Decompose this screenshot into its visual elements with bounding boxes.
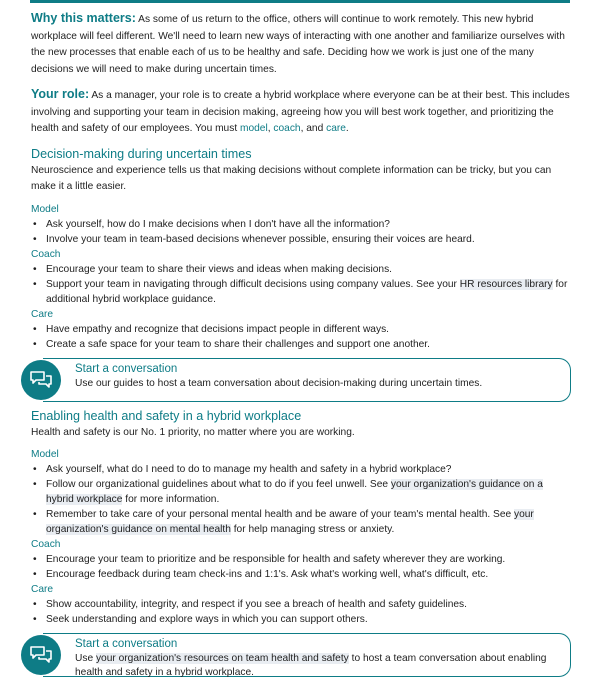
section1-title: Decision-making during uncertain times <box>31 146 252 161</box>
chat-bubbles-icon <box>21 360 61 400</box>
why-paragraph <box>31 10 571 78</box>
role-care: care <box>326 123 346 134</box>
list-item <box>46 477 571 507</box>
section2-care-list <box>31 597 571 627</box>
role-label: Your role: <box>31 87 90 101</box>
list-item: • Create a safe space for your team to share their challenges and support one another. <box>46 337 571 352</box>
section2-model-list <box>31 462 571 537</box>
chat-bubbles-icon <box>21 635 61 675</box>
section1-model-list <box>31 217 571 247</box>
list-item-text: for help managing stress or anxiety. <box>230 524 395 535</box>
section2-intro: Health and safety is our No. 1 priority, no matter where you are working. <box>31 426 355 438</box>
list-item: • Encourage your team to share their views and ideas when making decisions. <box>46 262 571 277</box>
role-paragraph <box>31 86 571 138</box>
list-item: • Encourage feedback during team check-ins and 1:1's. Ask what's working well, what's difficult, etc. <box>46 567 571 582</box>
list-item: • Ask yourself, how do I make decisions when I don't have all the information? <box>46 217 571 232</box>
role-period: . <box>345 123 349 134</box>
callout-body-text: to host a team conversation about enabling health and safety in a hybrid workplace. <box>75 653 547 678</box>
section2-title: Enabling health and safety in a hybrid workplace <box>31 408 302 423</box>
section2-model-label: Model <box>31 449 59 460</box>
list-item: • Encourage your team to prioritize and be responsible for health and safety wherever they are working. <box>46 552 571 567</box>
callout-title: Start a conversation <box>75 362 178 375</box>
section2-care-label: Care <box>31 584 54 595</box>
role-comma: , <box>267 123 274 134</box>
list-item: • Ask yourself, what do I need to do to manage my health and safety in a hybrid workplace? <box>46 462 571 477</box>
callout-body-text: Use <box>75 653 96 664</box>
list-item-text: for additional hybrid workplace guidance. <box>46 278 568 305</box>
list-item-text: Follow our organizational guidelines about what to do if you feel unwell. See <box>46 479 391 490</box>
list-item-text: Support your team in navigating through difficult decisions using company values. See your <box>46 278 460 290</box>
list-item <box>46 507 571 537</box>
callout-title: Start a conversation <box>75 638 178 650</box>
mental-health-link[interactable]: your organization's guidance on mental health <box>46 509 534 535</box>
section2-coach-list <box>31 552 571 582</box>
list-item: • Show accountability, integrity, and respect if you see a breach of health and safety guidelines. <box>46 597 571 612</box>
list-item-text: for more information. <box>122 494 220 505</box>
why-text: As some of us return to the office, others will continue to work remotely. This new hybrid workplace will feel different. We'll need to learn new ways of interacting with one another and familiarize ourselves with the new processes that enable each of us to be healthy and safe. Deciding how we work is just one of the many decisions we will need to make during uncertain times. <box>31 14 565 75</box>
top-rule <box>30 0 570 3</box>
role-and: , and <box>300 123 327 134</box>
list-item: • Seek understanding and explore ways in which you can support others. <box>46 612 571 627</box>
section1-care-list <box>31 322 571 352</box>
role-model: model <box>239 123 268 134</box>
callout-health-safety <box>31 633 571 677</box>
list-item <box>46 277 571 307</box>
health-safety-resources-link[interactable]: your organization's resources on team health and safety <box>95 653 349 664</box>
document-body <box>31 10 571 683</box>
hr-resources-link[interactable]: HR resources library <box>459 278 553 290</box>
callout-body: Use our guides to host a team conversation about decision-making during uncertain times. <box>75 377 483 389</box>
list-item: • Involve your team in team-based decisions whenever possible, ensuring their voices are heard. <box>46 232 571 247</box>
section1-intro: Neuroscience and experience tells us that making decisions without complete information can be tricky, but you can make it a little easier. <box>31 164 552 192</box>
section2-coach-label: Coach <box>31 539 61 550</box>
hybrid-guidance-link[interactable]: your organization's guidance on a hybrid workplace <box>46 479 543 505</box>
list-item-text: Remember to take care of your personal mental health and be aware of your team's mental health. See <box>46 509 514 520</box>
role-coach: coach <box>273 123 301 134</box>
section1-coach-list <box>31 262 571 307</box>
why-label: Why this matters: <box>31 11 136 25</box>
section1-coach-label: Coach <box>31 248 61 260</box>
role-text: As a manager, your role is to create a hybrid workplace where everyone can be at their best. This includes involving and supporting your team in decision making, agreeing how you will best work together, and prioritizing the health and safety of our employees. You must <box>31 90 570 134</box>
callout-decision-making <box>31 358 571 402</box>
section1-model-label: Model <box>31 203 59 215</box>
list-item: • Have empathy and recognize that decisions impact people in different ways. <box>46 322 571 337</box>
section1-care-label: Care <box>31 308 54 320</box>
callout-body <box>75 652 571 680</box>
